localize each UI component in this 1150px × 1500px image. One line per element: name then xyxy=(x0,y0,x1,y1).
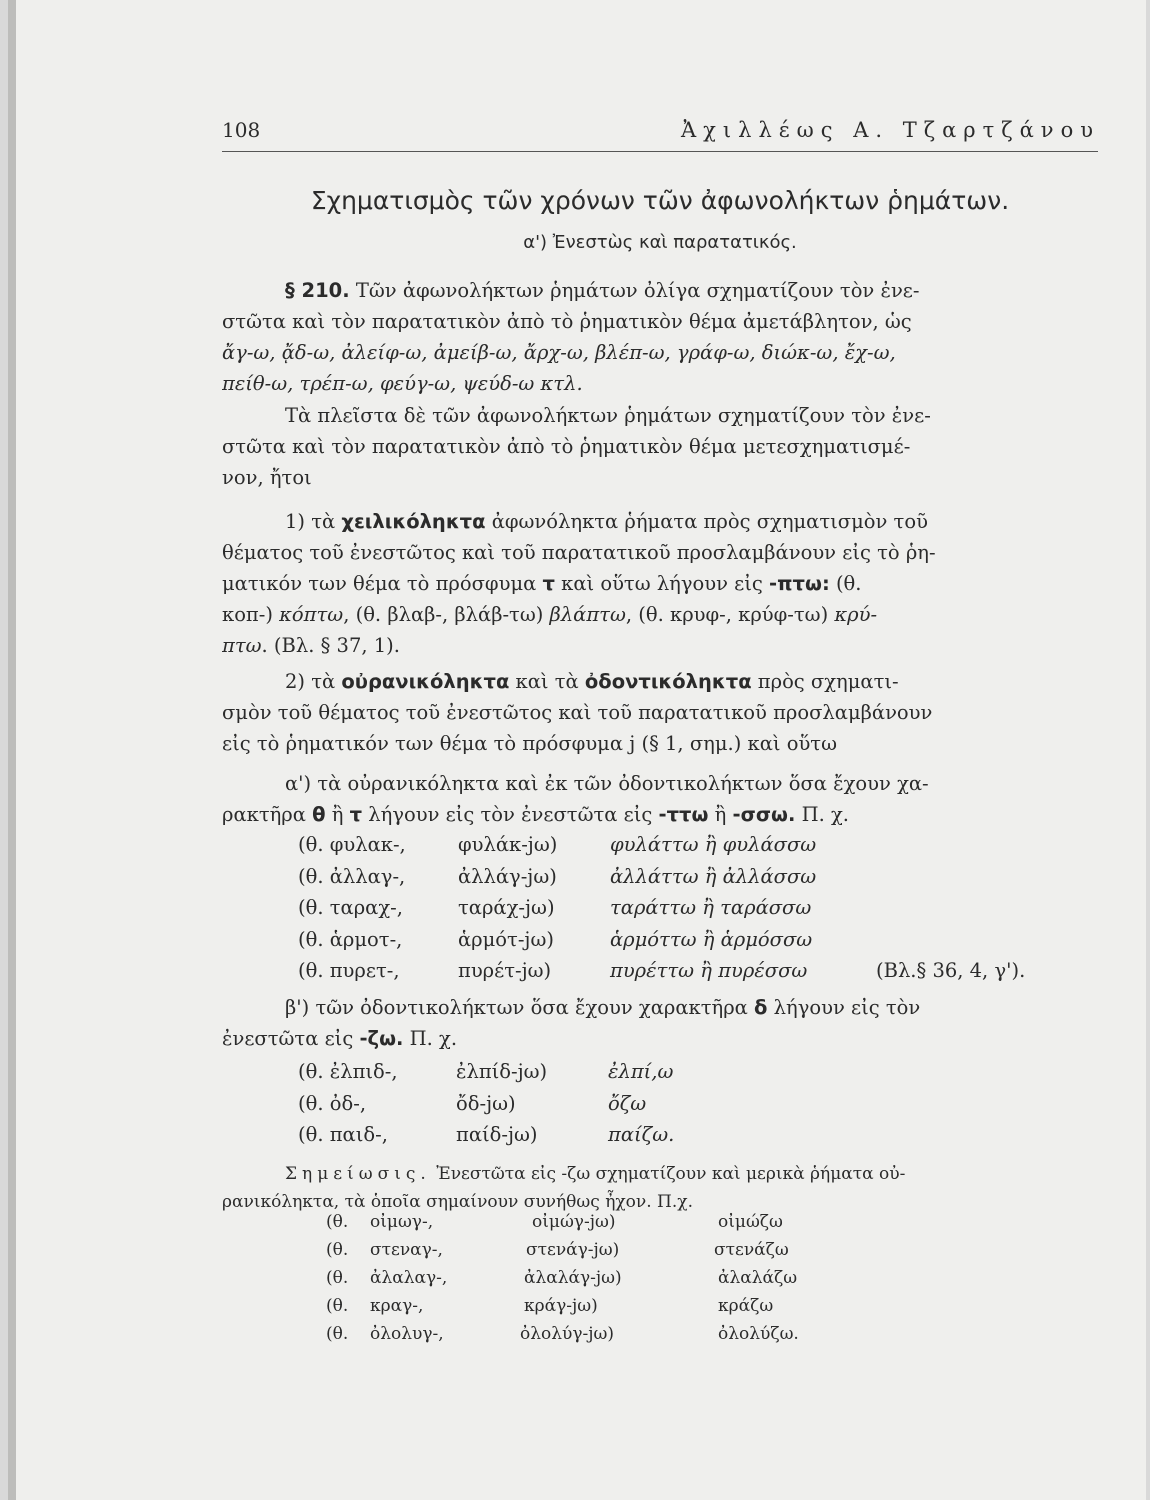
stem-cell: κραγ-, xyxy=(370,1296,424,1316)
text-span: ἢ xyxy=(325,803,350,826)
section-subtitle: α') Ἐνεστὼς καὶ παρατατικός. xyxy=(523,232,797,253)
term-bold: -πτω: xyxy=(769,572,830,595)
page-header xyxy=(222,118,1100,148)
form-cell: παίδ-jω) xyxy=(456,1123,538,1146)
form-cell: ταράχ-jω) xyxy=(458,896,555,919)
page-number: 108 xyxy=(222,118,261,142)
result-cell: στενάζω xyxy=(714,1240,789,1260)
text-span: ἀφωνόληκτα ῥήματα πρὸς σχηματισμὸν τοῦ xyxy=(485,510,928,533)
text-line: ἄγ-ω, ᾄδ-ω, ἀλείφ-ω, ἀμείβ-ω, ἄρχ-ω, βλέπ-ω, γράφ-ω, διώκ-ω, ἔχ-ω, xyxy=(222,341,896,364)
text-span: καὶ τὰ xyxy=(509,670,585,693)
text-span: Π. χ. xyxy=(403,1027,458,1050)
stem-cell: οἰμωγ-, xyxy=(370,1212,434,1232)
text-span: 1) τὰ xyxy=(285,510,342,533)
text-line xyxy=(222,992,1098,1023)
stem-cell: στεναγ-, xyxy=(370,1240,443,1260)
text-line: στῶτα καὶ τὸν παρατατικὸν ἀπὸ τὸ ῥηματικὸν θέμα μετεσχηματισμέ- xyxy=(222,435,911,458)
term-bold: τ xyxy=(542,572,555,595)
form-cell: πυρέτ-jω) xyxy=(458,959,552,982)
text-line xyxy=(222,568,1098,599)
form-cell: φυλάκ-jω) xyxy=(458,833,558,856)
prefix-cell: (θ. xyxy=(326,1296,349,1316)
result-cell: ἀλλάττω ἢ ἀλλάσσω xyxy=(610,864,817,888)
stem-cell: (θ. ταραχ-, xyxy=(298,896,403,919)
stem-cell: ἀλαλαγ-, xyxy=(370,1268,448,1288)
text-line xyxy=(222,666,1098,697)
form-cell: ὄδ-jω) xyxy=(456,1091,516,1115)
text-italic: πτω xyxy=(222,634,262,657)
stem-cell: (θ. ἁρμοτ-, xyxy=(298,927,403,951)
text-line: Τὰ πλεῖστα δὲ τῶν ἀφωνολήκτων ῥημάτων σχηματίζουν τὸν ἐνε- xyxy=(285,404,931,427)
text-line: α') τὰ οὐρανικόληκτα καὶ ἐκ τῶν ὀδοντικολήκτων ὅσα ἔχουν χα- xyxy=(285,772,929,795)
prefix-cell: (θ. xyxy=(326,1240,349,1260)
term-bold: -ττω xyxy=(658,803,709,826)
stem-cell: (θ. ἀλλαγ-, xyxy=(298,864,406,888)
text-span: πρὸς σχηματι- xyxy=(751,670,899,693)
text-span: , (θ. κρυφ-, κρύφ-τω) xyxy=(625,603,835,626)
text-span: Π. χ. xyxy=(795,803,849,826)
section-number: § 210. xyxy=(285,279,350,302)
prefix-cell: (θ. xyxy=(326,1268,349,1288)
text-line: νον, ἤτοι xyxy=(222,466,312,489)
text-span: ἐνεστῶτα εἰς xyxy=(222,1027,360,1050)
text-line xyxy=(222,275,1098,306)
chapter-title: Σχηματισμὸς τῶν χρόνων τῶν ἀφωνολήκτων ῥημάτων. xyxy=(310,186,1010,215)
text-line xyxy=(222,1023,1098,1054)
result-cell: ἐλπί,ω xyxy=(608,1060,674,1083)
text-span: λήγουν εἰς τὸν ἐνεστῶτα εἰς xyxy=(362,803,659,826)
term-bold: τ xyxy=(349,803,363,826)
stem-cell: (θ. πυρετ-, xyxy=(298,959,400,982)
term-bold: -ζω. xyxy=(359,1027,404,1050)
form-cell: ἁρμότ-jω) xyxy=(458,927,554,951)
text-line: πείθ-ω, τρέπ-ω, φεύγ-ω, ψεύδ-ω κτλ. xyxy=(222,372,583,395)
note xyxy=(222,1160,1098,1216)
text-line: σμὸν τοῦ θέματος τοῦ ἐνεστῶτος καὶ τοῦ παρατατικοῦ προσλαμβάνουν xyxy=(222,701,933,724)
form-cell: κράγ-jω) xyxy=(524,1296,598,1316)
term-bold: θ xyxy=(312,803,326,826)
text-span: 2) τὰ xyxy=(285,670,342,693)
term-bold: -σσω. xyxy=(732,803,796,826)
stem-cell: ὀλολυγ-, xyxy=(370,1324,444,1344)
paragraph-2 xyxy=(222,400,1098,493)
form-cell: ὀλολύγ-jω) xyxy=(520,1324,615,1344)
paragraph-210 xyxy=(222,275,1098,399)
stem-cell: (θ. ὀδ-, xyxy=(298,1091,367,1115)
form-cell: στενάγ-jω) xyxy=(526,1240,620,1260)
term-bold: χειλικόληκτα xyxy=(341,510,486,533)
text-line xyxy=(222,1160,1098,1188)
prefix-cell: (θ. xyxy=(326,1324,349,1344)
text-span: λήγουν εἰς τὸν xyxy=(767,996,921,1019)
reference-cell: (Βλ.§ 36, 4, γ'). xyxy=(876,959,1026,982)
text-span: ἢ xyxy=(708,803,733,826)
term-bold: δ xyxy=(754,996,768,1019)
text-line: ρανικόληκτα, τὰ ὁποῖα σημαίνουν συνήθως ἦχον. Π.χ. xyxy=(222,1192,693,1212)
term-bold: οὐρανικόληκτα xyxy=(341,670,510,693)
stem-cell: (θ. παιδ-, xyxy=(298,1123,388,1146)
text-span: καὶ οὕτω λήγουν εἰς xyxy=(554,572,770,595)
text-line: εἰς τὸ ῥηματικόν των θέμα τὸ πρόσφυμα j (§ 1, σημ.) καὶ οὕτω xyxy=(222,732,837,755)
text-span: Ἐνεστῶτα εἰς -ζω σχηματίζουν καὶ μερικὰ ῥήματα οὐ- xyxy=(430,1164,906,1184)
paragraph-alpha xyxy=(222,768,1098,830)
result-cell: ἀλαλάζω xyxy=(718,1268,798,1288)
term-bold: ὀδοντικόληκτα xyxy=(584,670,752,693)
paragraph-beta xyxy=(222,992,1098,1054)
text-line: στῶτα καὶ τὸν παρατατικὸν ἀπὸ τὸ ῥηματικὸν θέμα ἀμετάβλητον, ὡς xyxy=(222,310,912,333)
note-label: Σημείωσις. xyxy=(285,1164,431,1184)
result-cell: παίζω. xyxy=(608,1123,675,1146)
prefix-cell: (θ. xyxy=(326,1212,349,1232)
paragraph-labial xyxy=(222,506,1098,661)
stem-cell: (θ. φυλακ-, xyxy=(298,833,406,856)
text-span: β') τῶν ὀδοντικολήκτων ὅσα ἔχουν χαρακτῆρα xyxy=(285,996,755,1019)
text-span: ρακτῆρα xyxy=(222,803,313,826)
result-cell: κράζω xyxy=(718,1296,774,1316)
text-line xyxy=(222,630,1098,661)
text-italic: κόπτω xyxy=(279,603,344,626)
text-span: Τῶν ἀφωνολήκτων ῥημάτων ὀλίγα σχηματίζουν τὸν ἐνε- xyxy=(355,279,920,302)
text-span: . (Βλ. § 37, 1). xyxy=(261,634,400,657)
text-span: κοπ-) xyxy=(222,603,280,626)
page-edge xyxy=(8,0,16,1500)
result-cell: πυρέττω ἢ πυρέσσω xyxy=(610,959,808,982)
text-span: , (θ. βλαβ-, βλάβ-τω) xyxy=(343,603,550,626)
result-cell: ταράττω ἢ ταράσσω xyxy=(610,896,812,919)
result-cell: ὄζω xyxy=(608,1091,647,1115)
form-cell: οἰμώγ-jω) xyxy=(532,1212,616,1232)
stem-cell: (θ. ἐλπιδ-, xyxy=(298,1060,398,1083)
paragraph-velar-dental xyxy=(222,666,1098,759)
text-span: (θ. xyxy=(829,572,862,595)
text-span: ματικόν των θέμα τὸ πρόσφυμα xyxy=(222,572,543,595)
result-cell: ἁρμόττω ἢ ἁρμόσσω xyxy=(610,927,813,951)
header-rule xyxy=(222,151,1098,152)
form-cell: ἀλαλάγ-jω) xyxy=(524,1268,622,1288)
form-cell: ἀλλάγ-jω) xyxy=(458,864,557,888)
text-line: θέματος τοῦ ἐνεστῶτος καὶ τοῦ παρατατικοῦ προσλαμβάνουν εἰς τὸ ῥη- xyxy=(222,541,936,564)
result-cell: φυλάττω ἢ φυλάσσω xyxy=(610,833,817,856)
text-italic: κρύ- xyxy=(834,603,878,626)
text-line xyxy=(222,799,1098,830)
text-line xyxy=(222,599,1098,630)
result-cell: οἰμώζω xyxy=(718,1212,783,1232)
running-head: Ἀχιλλέως Α. Τζαρτζάνου xyxy=(681,118,1100,142)
result-cell: ὀλολύζω. xyxy=(718,1324,799,1344)
text-italic: βλάπτω xyxy=(549,603,626,626)
text-line xyxy=(222,506,1098,537)
form-cell: ἐλπίδ-jω) xyxy=(456,1060,548,1083)
